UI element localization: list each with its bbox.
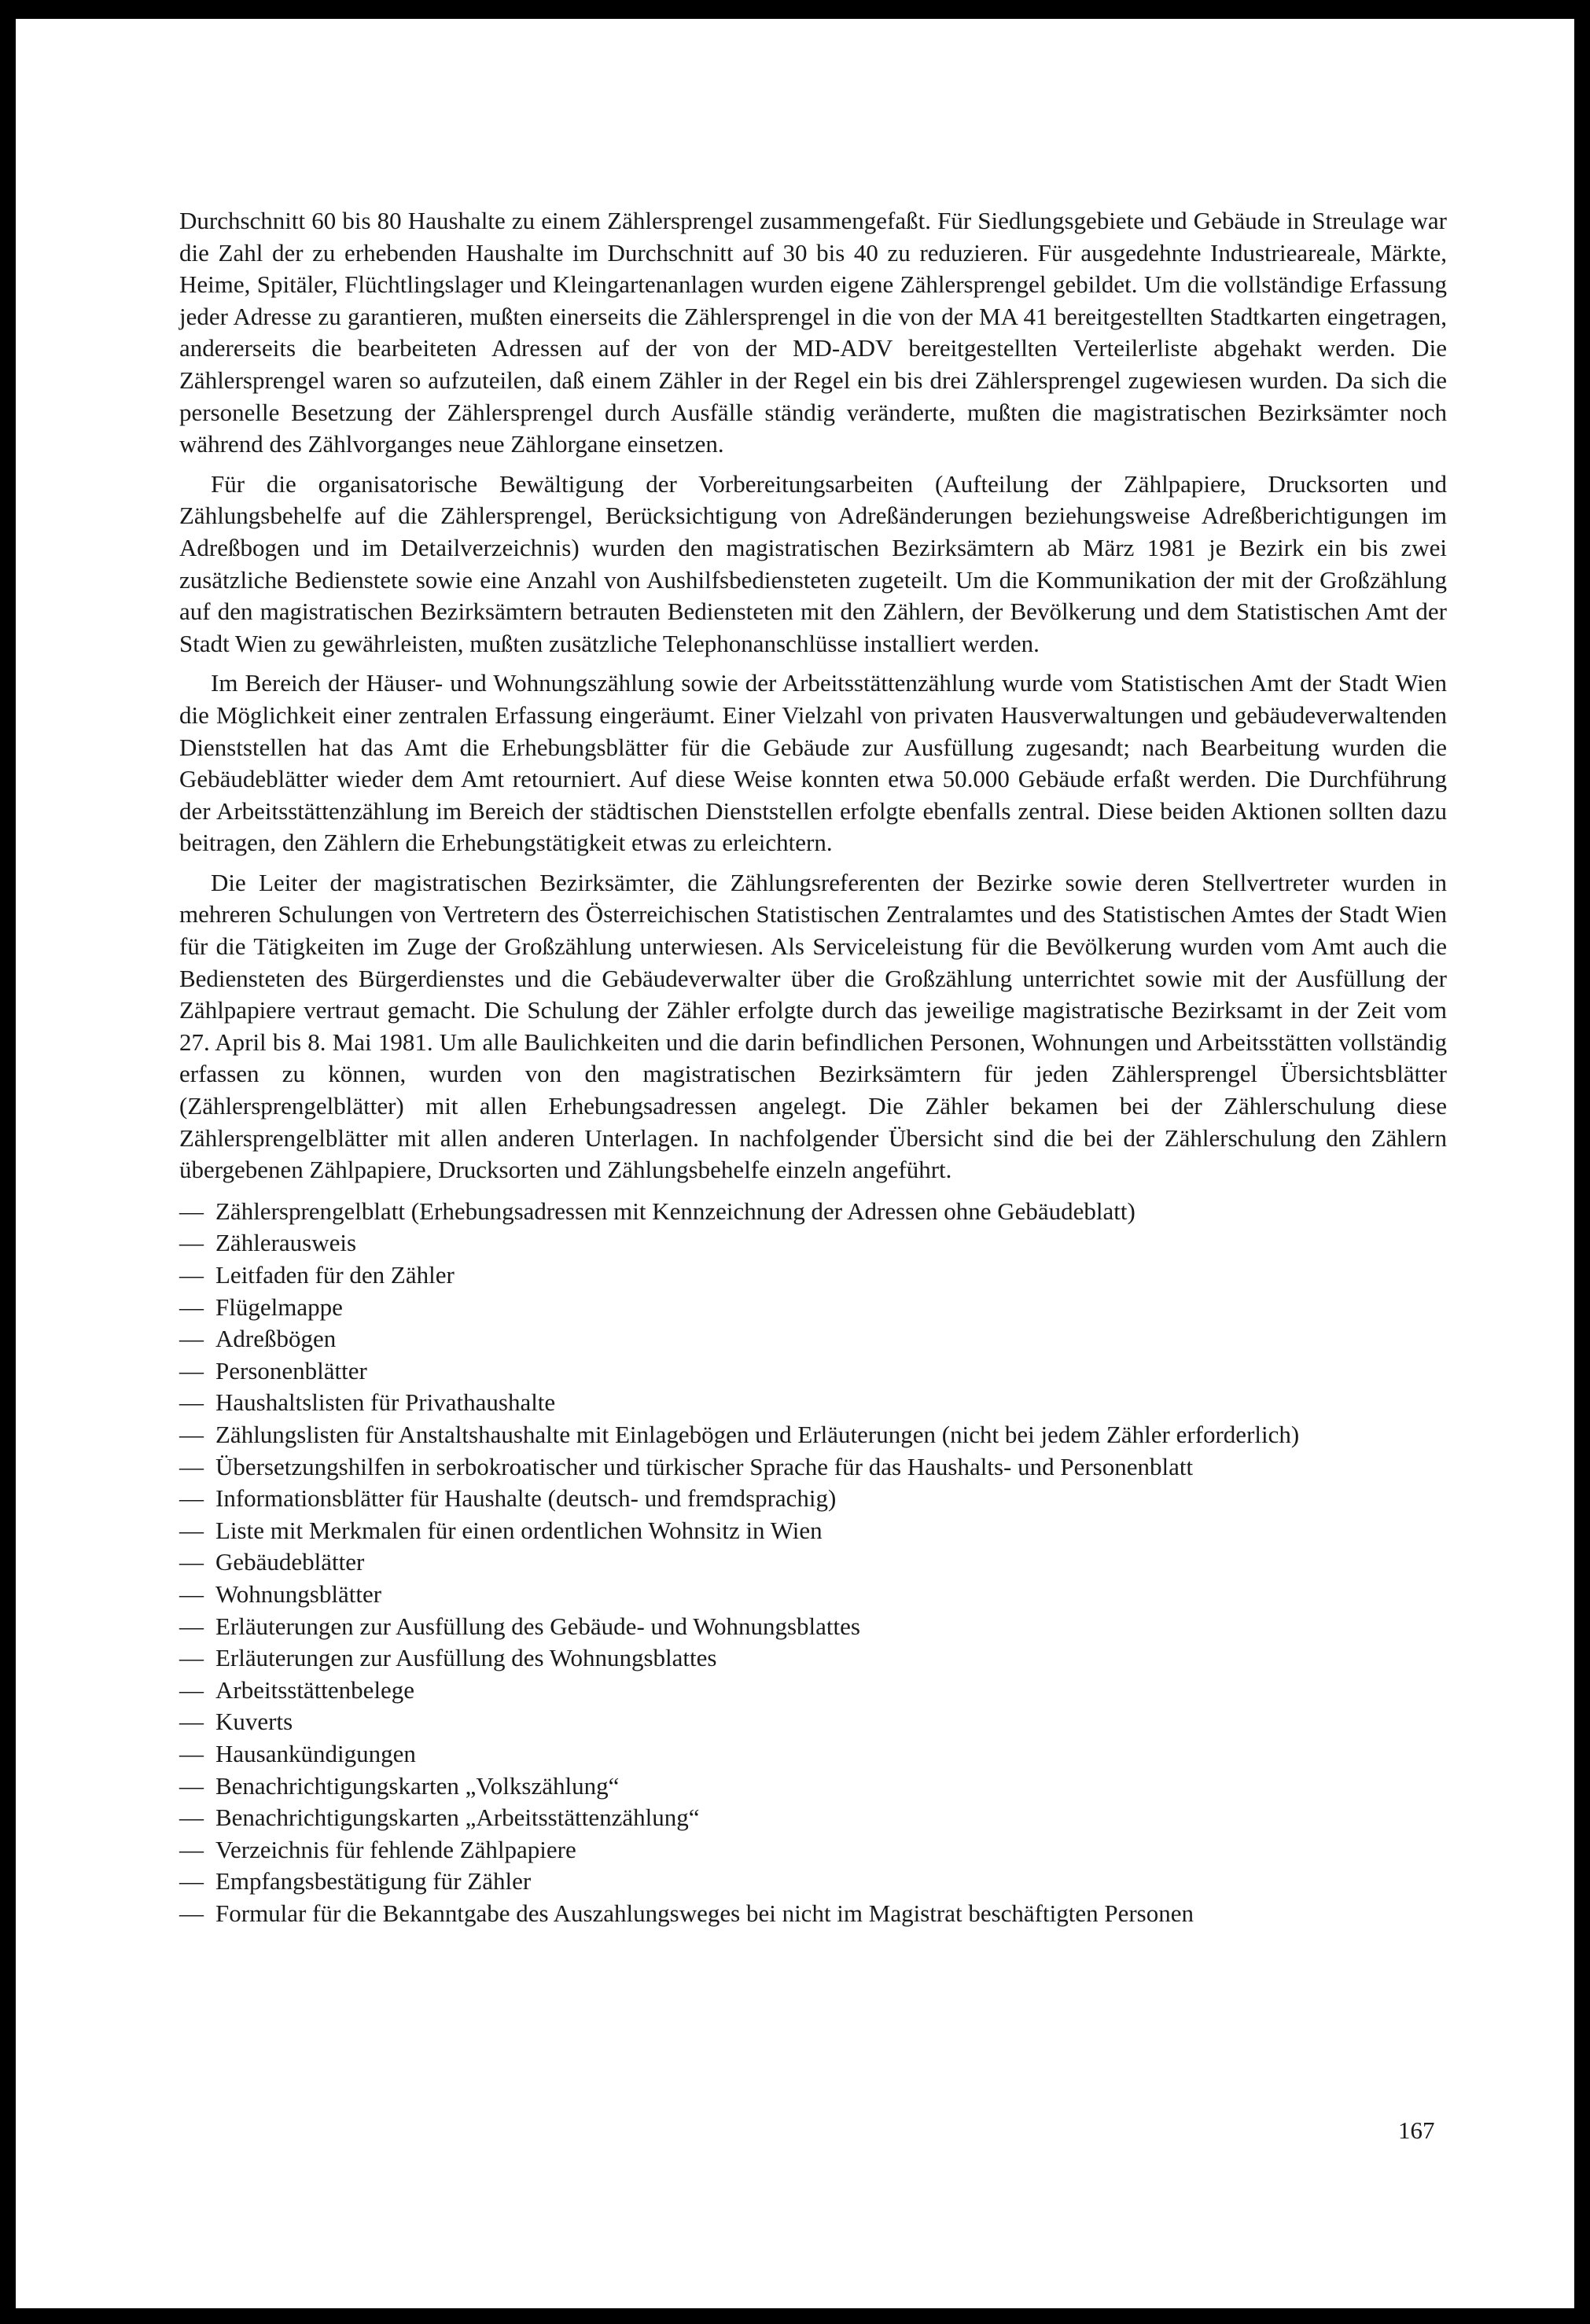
paragraph-1: Durchschnitt 60 bis 80 Haushalte zu einem Zählersprengel zusammengefaßt. Für Siedlungsgebiete und Gebäude in Streulage war die Zahl der zu erhebenden Haushalte im Durchschnitt auf 30 bis 40 zu reduzieren. Für ausgedehnte Industrieareale, Märkte, Heime, Spitäler, Flüchtlingslager und Kleingartenanlagen wurden eigene Zählersprengel gebildet. Um die vollständige Erfassung jeder Adresse zu garantieren, mußten einerseits die Zählersprengel in die von der MA 41 bereitgestellten Stadtkarten eingetragen, andererseits die bearbeiteten Adressen auf der von der MD-ADV bereitgestellten Verteilerliste abgehakt werden. Die Zählersprengel waren so aufzuteilen, daß einem Zähler in der Regel ein bis drei Zählersprengel zugewiesen wurden. Da sich die personelle Besetzung der Zählersprengel durch Ausfälle ständig veränderte, mußten die magistratischen Bezirksämter noch während des Zählvorganges neue Zählorgane einsetzen. (179, 207, 1447, 458)
list-item: — Kuverts (179, 1706, 1447, 1738)
dash-bullet: — (179, 1484, 204, 1513)
list-item: — Gebäudeblätter (179, 1546, 1447, 1579)
dash-bullet: — (179, 1579, 204, 1608)
list-item: — Zählersprengelblatt (Erhebungsadressen mit Kennzeichnung der Adressen ohne Gebäudeblatt) (179, 1196, 1447, 1228)
list-item: — Verzeichnis für fehlende Zählpapiere (179, 1834, 1447, 1866)
list-item: — Zählerausweis (179, 1227, 1447, 1259)
body-text (179, 205, 1447, 1929)
list-item: — Erläuterungen zur Ausfüllung des Wohnungsblattes (179, 1642, 1447, 1675)
list-item: — Formular für die Bekanntgabe des Auszahlungsweges bei nicht im Magistrat beschäftigten Personen (179, 1898, 1447, 1930)
dash-bullet: — (179, 1452, 204, 1480)
dash-bullet: — (179, 1356, 204, 1384)
list-item: — Zählungslisten für Anstaltshaushalte mit Einlagebögen und Erläuterungen (nicht bei jedem Zähler erforderlich) (179, 1419, 1447, 1451)
list-item: — Erläuterungen zur Ausfüllung des Gebäude- und Wohnungsblattes (179, 1611, 1447, 1643)
dash-bullet: — (179, 1516, 204, 1544)
materials-list (179, 1196, 1447, 1930)
list-item: — Informationsblätter für Haushalte (deutsch- und fremdsprachig) (179, 1483, 1447, 1515)
dash-bullet: — (179, 1325, 204, 1353)
list-item: — Liste mit Merkmalen für einen ordentlichen Wohnsitz in Wien (179, 1515, 1447, 1547)
document-page (16, 19, 1574, 2308)
list-item: — Flügelmappe (179, 1292, 1447, 1324)
dash-bullet: — (179, 1261, 204, 1289)
paragraph-2: Für die organisatorische Bewältigung der Vorbereitungsarbeiten (Aufteilung der Zählpapiere, Drucksorten und Zählungsbehelfe auf die Zählersprengel, Berücksichtigung von Adreßänderungen beziehungsweise Adreßberichtigungen im Adreßbogen und im Detailverzeichnis) wurden den magistratischen Bezirksämtern ab März 1981 je Bezirk ein bis zwei zusätzliche Bedienstete sowie eine Anzahl von Aushilfsbediensteten zugeteilt. Um die Kommunikation der mit der Großzählung auf den magistratischen Bezirksämtern betrauten Bediensteten mit den Zählern, der Bevölkerung und dem Statistischen Amt der Stadt Wien zu gewährleisten, mußten zusätzliche Telephonanschlüsse installiert werden. (179, 469, 1447, 657)
dash-bullet: — (179, 1708, 204, 1736)
list-item: — Wohnungsblätter (179, 1579, 1447, 1611)
paragraph-3: Im Bereich der Häuser- und Wohnungszählung sowie der Arbeitsstättenzählung wurde vom Statistischen Amt der Stadt Wien die Möglichkeit einer zentralen Erfassung eingeräumt. Einer Vielzahl von privaten Hausverwaltungen und gebäudeverwaltenden Dienststellen hat das Amt die Erhebungsblätter für die Gebäude zur Ausfüllung zugesandt; nach Bearbeitung wurden die Gebäudeblätter wieder dem Amt retourniert. Auf diese Weise konnten etwa 50.000 Gebäude erfaßt werden. Die Durchführung der Arbeitsstättenzählung im Bereich der städtischen Dienststellen erfolgte ebenfalls zentral. Diese beiden Aktionen sollten dazu beitragen, den Zählern die Erhebungstätigkeit etwas zu erleichtern. (179, 669, 1447, 857)
list-item: — Empfangsbestätigung für Zähler (179, 1866, 1447, 1898)
list-item: — Personenblätter (179, 1355, 1447, 1388)
list-item: — Adreßbögen (179, 1323, 1447, 1355)
dash-bullet: — (179, 1835, 204, 1863)
dash-bullet: — (179, 1612, 204, 1640)
dash-bullet: — (179, 1644, 204, 1672)
list-item: — Leitfaden für den Zähler (179, 1259, 1447, 1292)
page-number: 167 (1398, 2116, 1435, 2144)
list-item: — Hausankündigungen (179, 1738, 1447, 1771)
list-item: — Arbeitsstättenbelege (179, 1675, 1447, 1707)
list-item: — Haushaltslisten für Privathaushalte (179, 1387, 1447, 1419)
dash-bullet: — (179, 1197, 204, 1225)
dash-bullet: — (179, 1867, 204, 1896)
dash-bullet: — (179, 1420, 204, 1448)
dash-bullet: — (179, 1675, 204, 1704)
list-item: — Benachrichtigungskarten „Arbeitsstättenzählung“ (179, 1802, 1447, 1834)
dash-bullet: — (179, 1771, 204, 1800)
list-item: — Benachrichtigungskarten „Volkszählung“ (179, 1771, 1447, 1803)
dash-bullet: — (179, 1229, 204, 1257)
dash-bullet: — (179, 1388, 204, 1417)
dash-bullet: — (179, 1804, 204, 1832)
dash-bullet: — (179, 1293, 204, 1321)
list-item: — Übersetzungshilfen in serbokroatischer und türkischer Sprache für das Haushalts- und Personenblatt (179, 1451, 1447, 1484)
dash-bullet: — (179, 1899, 204, 1927)
paragraph-4: Die Leiter der magistratischen Bezirksämter, die Zählungsreferenten der Bezirke sowie deren Stellvertreter wurden in mehreren Schulungen von Vertretern des Österreichischen Statistischen Zentralamtes und des Statistischen Amtes der Stadt Wien für die Tätigkeiten im Zuge der Großzählung unterwiesen. Als Serviceleistung für die Bevölkerung wurden vom Amt auch die Bediensteten des Bürgerdienstes und die Gebäudeverwalter über die Großzählung unterrichtet sowie mit der Ausfüllung der Zählpapiere vertraut gemacht. Die Schulung der Zähler erfolgte durch das jeweilige magistratische Bezirksamt in der Zeit vom 27. April bis 8. Mai 1981. Um alle Baulichkeiten und die darin befindlichen Personen, Wohnungen und Arbeitsstätten vollständig erfassen zu können, wurden von den magistratischen Bezirksämtern für jeden Zählersprengel Übersichtsblätter (Zählersprengelblätter) mit allen Erhebungsadressen angelegt. Die Zähler bekamen bei der Zählerschulung diese Zählersprengelblätter mit allen anderen Unterlagen. In nachfolgender Übersicht sind die bei der Zählerschulung den Zählern übergebenen Zählpapiere, Drucksorten und Zählungsbehelfe einzeln angeführt. (179, 868, 1447, 1184)
dash-bullet: — (179, 1548, 204, 1576)
dash-bullet: — (179, 1739, 204, 1767)
